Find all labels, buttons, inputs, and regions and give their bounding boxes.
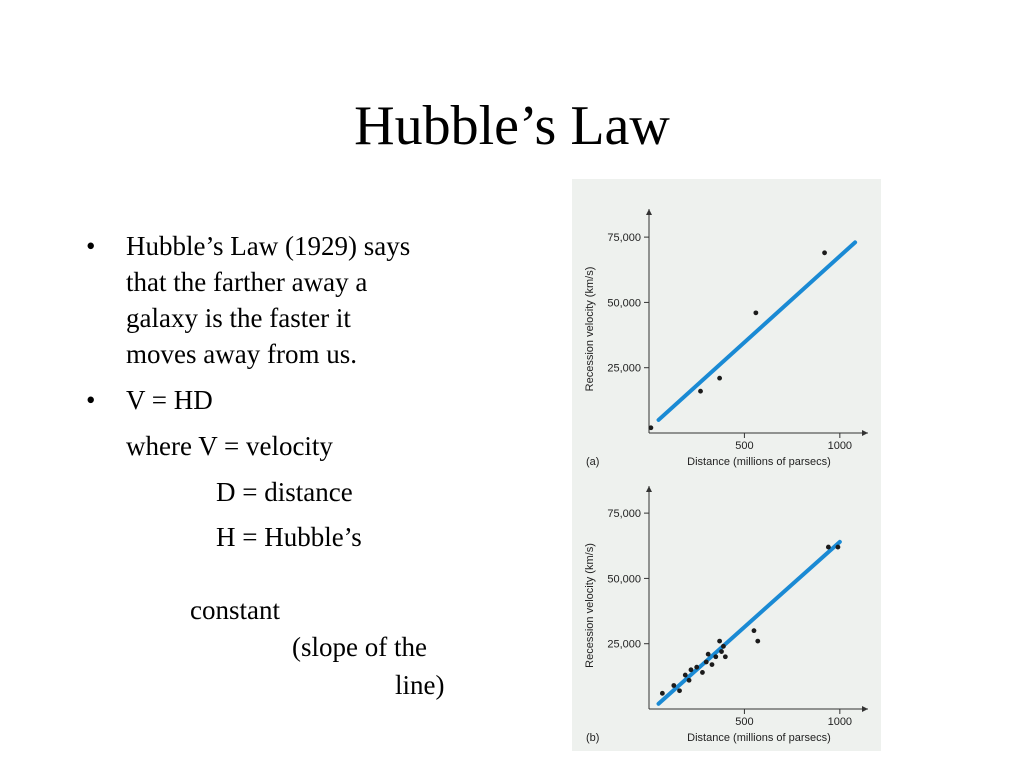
y-tick-label: 50,000 (607, 573, 641, 586)
data-point (752, 628, 757, 633)
bullet-item-formula (82, 382, 512, 418)
data-point (677, 688, 682, 693)
data-point (706, 652, 711, 657)
data-point (717, 376, 722, 381)
data-point (721, 644, 726, 649)
slope-text: (slope of the (292, 632, 427, 662)
x-tick-label: 1000 (827, 440, 853, 452)
bullet-list (82, 228, 512, 418)
x-axis-arrow (862, 430, 868, 436)
data-point (753, 310, 758, 315)
x-tick-label: 1000 (827, 716, 853, 728)
x-axis-label: Distance (millions of parsecs) (687, 456, 831, 468)
y-tick-label: 50,000 (607, 297, 641, 310)
panel-label: (b) (586, 732, 600, 744)
y-axis-label: Recession velocity (km/s) (584, 543, 596, 668)
data-point (755, 639, 760, 644)
data-point (723, 654, 728, 659)
line-text: line) (395, 670, 445, 700)
data-point (683, 673, 688, 678)
distance-definition-text: D = distance (216, 477, 353, 507)
data-point (671, 683, 676, 688)
x-tick-label: 500 (735, 716, 754, 728)
slide-title: Hubble’s Law (354, 95, 670, 157)
bullet-text-line: moves away from us. (126, 339, 357, 369)
data-point (687, 678, 692, 683)
hubble-diagram-figure (572, 179, 881, 751)
bullet-marker: • (86, 385, 96, 415)
x-axis-arrow (862, 706, 868, 712)
data-point (719, 649, 724, 654)
bullet-text-line: Hubble’s Law (1929) says (126, 231, 411, 261)
data-point (713, 654, 718, 659)
bullet-item-hubbles-law (82, 228, 512, 372)
y-tick-label: 75,000 (607, 232, 641, 245)
scatter-panel-a (584, 209, 868, 468)
best-fit-line (659, 542, 840, 704)
y-axis-label: Recession velocity (km/s) (584, 266, 596, 392)
y-axis-arrow (646, 209, 652, 215)
bullet-text-line: galaxy is the faster it (126, 303, 351, 333)
data-point (660, 691, 665, 696)
panel-label: (a) (586, 456, 600, 468)
data-point (649, 425, 654, 430)
x-tick-label: 500 (735, 440, 754, 452)
y-tick-label: 75,000 (607, 508, 641, 521)
y-tick-label: 25,000 (607, 362, 641, 375)
bullet-marker: • (86, 231, 96, 261)
y-axis-arrow (646, 486, 652, 492)
hubble-diagram-svg (572, 179, 881, 751)
x-axis-label: Distance (millions of parsecs) (687, 732, 831, 744)
hubble-definition-text: H = Hubble’s (216, 522, 362, 552)
data-point (700, 670, 705, 675)
data-point (689, 667, 694, 672)
data-point (694, 665, 699, 670)
y-tick-label: 25,000 (607, 638, 641, 651)
bullet-text-line: that the farther away a (126, 267, 368, 297)
data-point (704, 660, 709, 665)
data-point (698, 389, 703, 394)
data-point (836, 545, 841, 550)
where-velocity-text: where V = velocity (126, 431, 333, 461)
data-point (710, 662, 715, 667)
best-fit-line (659, 242, 856, 420)
data-point (717, 639, 722, 644)
formula-text: V = HD (126, 385, 213, 415)
scatter-panel-b (584, 486, 868, 744)
constant-text: constant (190, 595, 280, 625)
data-point (826, 545, 831, 550)
data-point (822, 250, 827, 255)
